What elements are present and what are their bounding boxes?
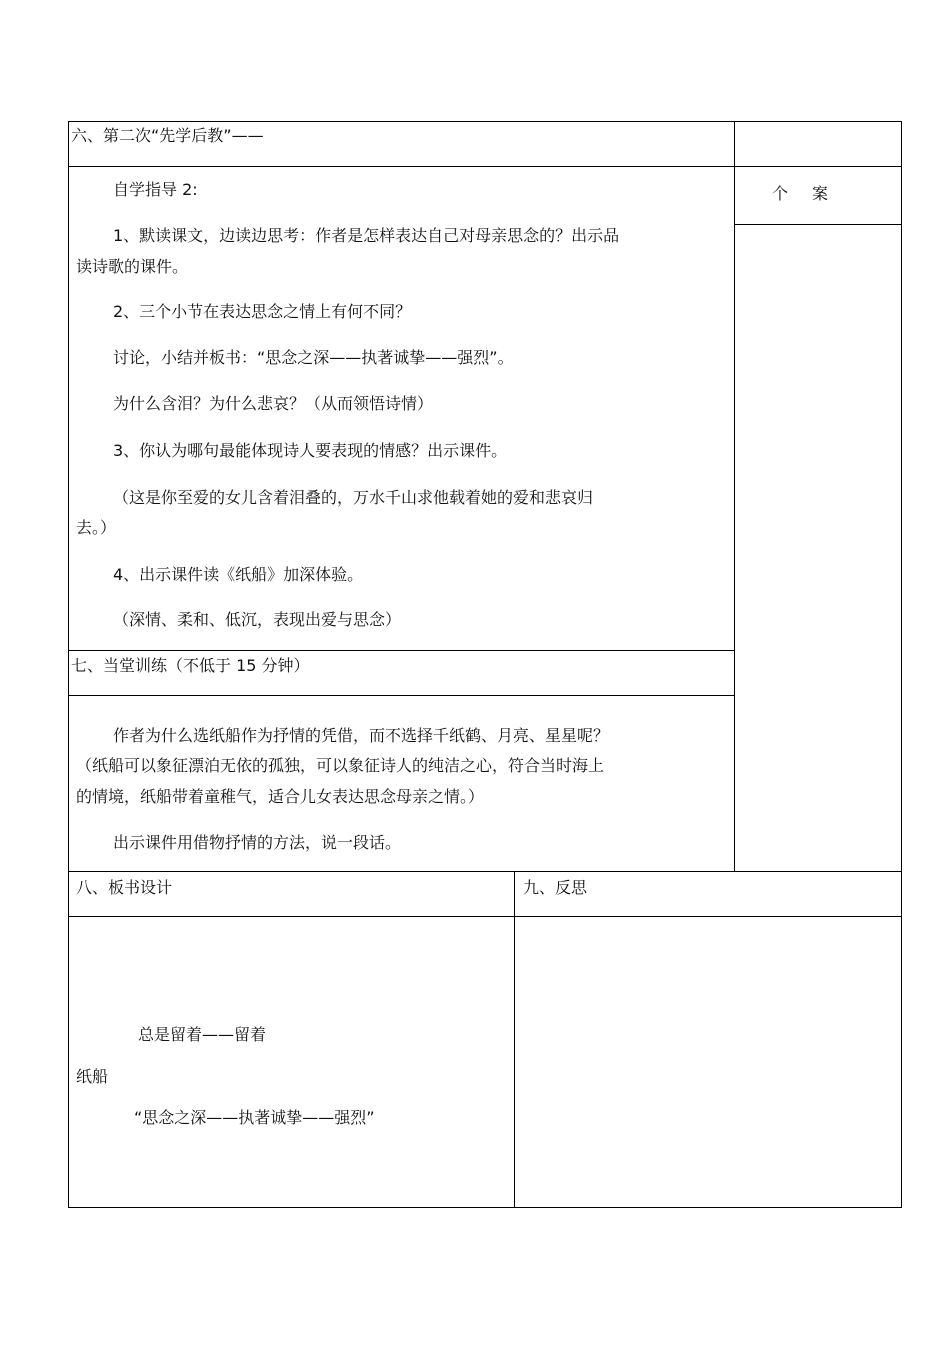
section-7-heading: 七、当堂训练（不低于 15 分钟） bbox=[71, 656, 310, 675]
side-divider bbox=[734, 224, 902, 225]
table-border-top bbox=[68, 121, 902, 122]
question-line-3: 的情境，纸船带着童稚气，适合儿女表达思念母亲之情。） bbox=[76, 787, 485, 806]
why-question: 为什么含泪？为什么悲哀？（从而领悟诗情） bbox=[113, 394, 434, 413]
item-1-line-1: 1、默读课文，边读边思考：作者是怎样表达自己对母亲思念的？出示品 bbox=[113, 226, 620, 245]
board-line-3: “思念之深——执著诚挚——强烈” bbox=[134, 1108, 375, 1127]
row-divider-4 bbox=[68, 871, 902, 872]
item-4: 4、出示课件读《纸船》加深体验。 bbox=[113, 565, 364, 584]
guide-title: 自学指导 2: bbox=[113, 180, 198, 199]
section-6-heading: 六、第二次“先学后教”—— bbox=[71, 126, 264, 145]
note-line-2: 去。） bbox=[76, 518, 117, 537]
task: 出示课件用借物抒情的方法，说一段话。 bbox=[113, 833, 402, 852]
section-8-heading: 八、板书设计 bbox=[76, 878, 173, 897]
question-line-2: （纸船可以象征漂泊无依的孤独，可以象征诗人的纯洁之心，符合当时海上 bbox=[76, 756, 605, 775]
item-3: 3、你认为哪句最能体现诗人要表现的情感？出示课件。 bbox=[113, 441, 508, 460]
table-border-left bbox=[68, 121, 69, 1208]
item-4-note: （深情、柔和、低沉，表现出爱与思念） bbox=[113, 610, 402, 629]
table-border-bottom bbox=[68, 1207, 902, 1208]
discussion: 讨论，小结并板书：“思念之深——执著诚挚——强烈”。 bbox=[113, 348, 514, 367]
row-divider-3 bbox=[68, 695, 735, 696]
row-divider-1 bbox=[68, 166, 902, 167]
row-divider-2 bbox=[68, 650, 735, 651]
side-label: 个 案 bbox=[772, 184, 833, 203]
item-2: 2、三个小节在表达思念之情上有何不同？ bbox=[113, 302, 412, 321]
note-line-1: （这是你至爱的女儿含着泪叠的，万水千山求他载着她的爱和悲哀归 bbox=[113, 488, 594, 507]
column-divider-side bbox=[734, 121, 735, 871]
board-line-2: 纸船 bbox=[76, 1067, 109, 1086]
table-border-right bbox=[901, 121, 902, 1208]
section-9-heading: 九、反思 bbox=[523, 878, 588, 897]
board-line-1: 总是留着——留着 bbox=[138, 1025, 267, 1044]
column-divider-bottom bbox=[514, 871, 515, 1208]
question-line-1: 作者为什么选纸船作为抒情的凭借，而不选择千纸鹤、月亮、星星呢？ bbox=[113, 726, 610, 745]
row-divider-5 bbox=[68, 916, 902, 917]
item-1-line-2: 读诗歌的课件。 bbox=[76, 257, 189, 276]
